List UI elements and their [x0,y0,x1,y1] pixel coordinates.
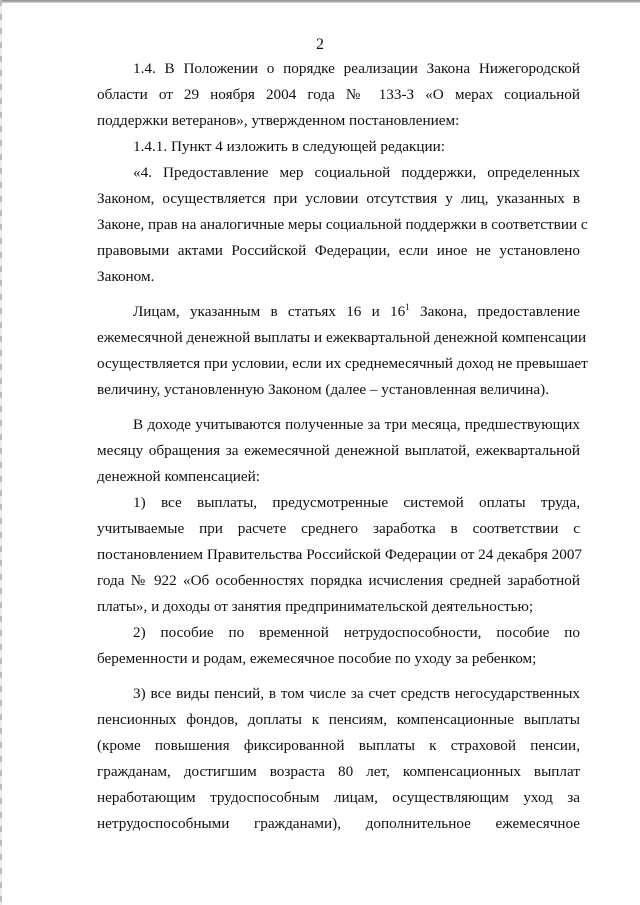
paragraph-gap [97,290,580,299]
superscript: 1 [405,302,410,312]
text-line: денежной компенсацией: [97,468,261,485]
text-line: (кроме повышения фиксированной выплаты к страховой пенсии, [97,737,580,754]
paragraph-gap [97,672,580,681]
text-line: Законе, прав на аналогичные меры социальной поддержки в соответствии с [97,216,588,233]
document-body [97,56,588,837]
paragraph [97,134,580,160]
text-line: ежемесячной денежной выплаты и ежеквартальной денежной компенсации [97,329,587,346]
page-number: 2 [316,36,324,53]
text-line: поддержки ветеранов», утвержденном постановлением: [97,112,460,129]
list-item [97,620,580,672]
text-line: Законом. [97,268,155,285]
text-line: 2) пособие по временной нетрудоспособности, пособие по [133,624,580,641]
text-line: правовыми актами Российской Федерации, если иное не установлено [97,242,580,259]
text-line: Законом, осуществляется при условии отсутствия у лиц, указанных в [97,190,580,207]
scan-edge-top [0,0,640,3]
paragraph [97,56,580,134]
text-line: учитываемые при расчете среднего заработка в соответствии с [97,520,580,537]
text-line [97,299,580,325]
text-line: месяцу обращения за ежемесячной денежной выплатой, ежеквартальной [97,442,580,459]
text-line: «4. Предоставление мер социальной поддержки, определенных [133,164,580,181]
text-line: величину, установленную Законом (далее – установленная величина). [97,381,549,398]
text-line: В доходе учитываются полученные за три месяца, предшествующих [133,416,580,433]
text-line: 1) все выплаты, предусмотренные системой оплаты труда, [133,494,580,511]
text-line: платы», и доходы от занятия предпринимательской деятельностью; [97,598,534,615]
text-line: нетрудоспособными гражданами), дополнительное ежемесячное [97,815,580,832]
text-line: года № 922 «Об особенностях порядка исчисления средней заработной [97,572,580,589]
text-fragment: Лицам, указанным в статьях 16 и 16 [133,303,406,320]
text-line: 3) все виды пенсий, в том числе за счет средств негосударственных [133,685,580,702]
list-item [97,681,580,837]
text-line: постановлением Правительства Российской Федерации от 24 декабря 2007 [97,546,583,563]
text-line: области от 29 ноября 2004 года № 133-З «О мерах социальной [97,86,580,103]
text-line: неработающим трудоспособным лицам, осуществляющим уход за [97,789,580,806]
text-line: осуществляется при условии, если их среднемесячный доход не превышает [97,355,588,372]
scan-edge-left [0,0,2,905]
paragraph [97,160,588,290]
text-line: пенсионных фондов, доплаты к пенсиям, компенсационные выплаты [97,711,580,728]
paragraph [97,299,588,403]
text-line: 1.4.1. Пункт 4 изложить в следующей редакции: [133,138,446,155]
paragraph-gap [97,403,580,412]
text-line: гражданам, достигшим возраста 80 лет, компенсационных выплат [97,763,580,780]
text-fragment: Закона, предоставление [409,303,580,320]
list-item [97,490,583,620]
text-line: беременности и родам, ежемесячное пособие по уходу за ребенком; [97,650,537,667]
paragraph [97,412,580,490]
text-line: 1.4. В Положении о порядке реализации Закона Нижегородской [133,60,580,77]
